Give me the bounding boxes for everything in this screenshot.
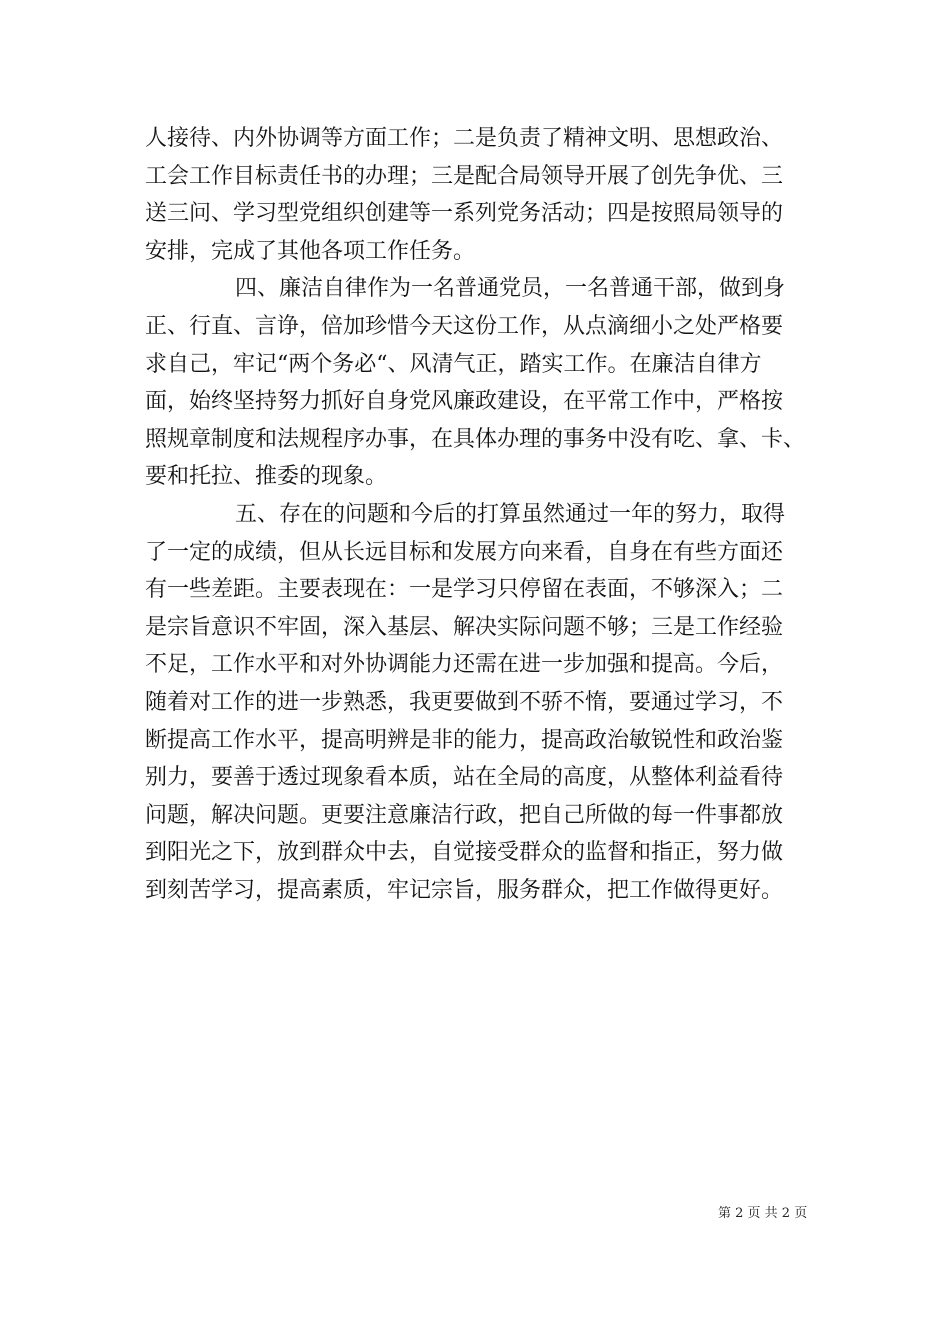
text-line-6: 正、行直、言诤，倍加珍惜今天这份工作，从点滴细小之处严格要 xyxy=(145,313,784,339)
text-line-20: 到阳光之下，放到群众中去，自觉接受群众的监督和指正，努力做 xyxy=(145,840,784,866)
text-line-12: 了一定的成绩，但从长远目标和发展方向来看，自身在有些方面还 xyxy=(145,539,784,565)
text-line-7: 求自己，牢记“两个务必“、风清气正，踏实工作。在廉洁自律方 xyxy=(145,351,762,377)
text-line-13: 有一些差距。主要表现在：一是学习只停留在表面，不够深入；二 xyxy=(145,577,784,603)
text-line-4: 安排，完成了其他各项工作任务。 xyxy=(145,238,476,264)
document-body xyxy=(145,120,813,909)
page-number-footer: 第 2 页 共 2 页 xyxy=(718,1206,808,1221)
text-line-14: 是宗旨意识不牢固，深入基层、解决实际问题不够；三是工作经验 xyxy=(145,614,784,640)
text-line-18: 别力，要善于透过现象看本质，站在全局的高度，从整体利益看待 xyxy=(145,765,784,791)
text-line-15: 不足，工作水平和对外协调能力还需在进一步加强和提高。今后， xyxy=(145,652,784,678)
section-four-heading-line: 四、廉洁自律作为一名普通党员，一名普通干部，做到身 xyxy=(235,276,786,302)
text-line-19: 问题，解决问题。更要注意廉洁行政，把自己所做的每一件事都放 xyxy=(145,802,784,828)
section-five-heading-line: 五、存在的问题和今后的打算虽然通过一年的努力，取得 xyxy=(235,501,786,527)
text-line-2: 工会工作目标责任书的办理；三是配合局领导开展了创先争优、三 xyxy=(145,163,784,189)
text-line-16: 随着对工作的进一步熟悉，我更要做到不骄不惰，要通过学习，不 xyxy=(145,689,784,715)
text-line-8: 面，始终坚持努力抓好自身党风廉政建设，在平常工作中，严格按 xyxy=(145,389,784,415)
text-line-10: 要和托拉、推委的现象。 xyxy=(145,464,388,490)
text-line-17: 断提高工作水平，提高明辨是非的能力，提高政治敏锐性和政治鉴 xyxy=(145,727,784,753)
text-line-21: 到刻苦学习，提高素质，牢记宗旨，服务群众，把工作做得更好。 xyxy=(145,877,784,903)
text-line-9: 照规章制度和法规程序办事，在具体办理的事务中没有吃、拿、卡、 xyxy=(145,426,806,452)
text-line-3: 送三问、学习型党组织创建等一系列党务活动；四是按照局领导的 xyxy=(145,201,784,227)
text-line-1: 人接待、内外协调等方面工作；二是负责了精神文明、思想政治、 xyxy=(145,126,784,151)
